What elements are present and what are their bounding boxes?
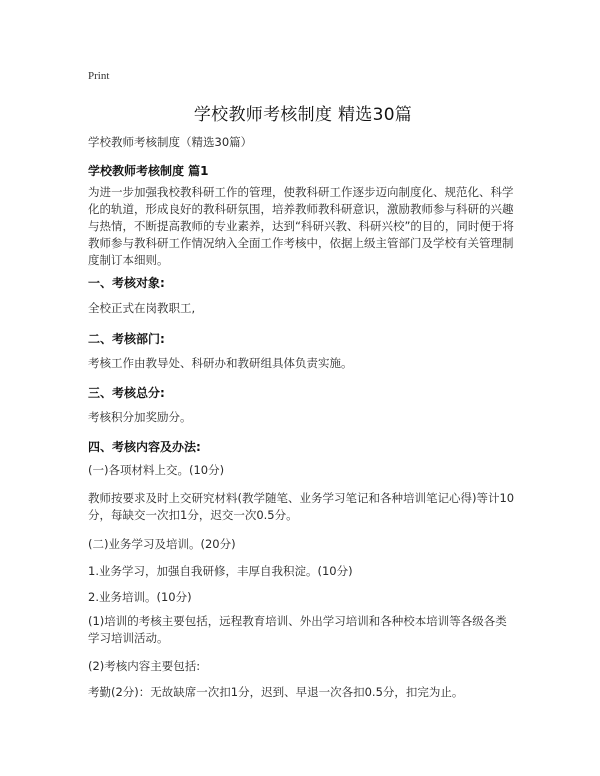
heading-content-method: 四、考核内容及办法: xyxy=(88,440,201,454)
paragraph-assessment-department: 考核工作由教导处、科研办和教研组具体负责实施。 xyxy=(88,356,353,370)
heading-assessment-target: 一、考核对象: xyxy=(88,276,165,290)
heading-total-score: 三、考核总分: xyxy=(88,386,165,400)
heading-assessment-department: 二、考核部门: xyxy=(88,332,165,346)
page-title: 学校教师考核制度 精选30篇 xyxy=(193,105,413,125)
intro-paragraph: 为进一步加强我校教科研工作的管理，使教科研工作逐步迈向制度化、规范化、科学化的轨道，形成良好的教科研氛围，培养教师教科研意识，激励教师参与科研的兴趣与热情，不断提高教师的专业素养，达到“科研兴教、科研兴校”的目的，同时便于将教师参与教科研工作情况纳入全面工作考核中，依据上级主管部门及学校有关管理制度制订本细则。 xyxy=(88,185,514,267)
paragraph-materials-detail: 教师按要求及时上交研究材料(教学随笔、业务学习笔记和各种培训笔记心得)等计10分，每缺交一次扣1分，迟交一次0.5分。 xyxy=(88,491,515,522)
paragraph-business-study: 1.业务学习，加强自我研修，丰厚自我积淀。(10分) xyxy=(88,564,353,578)
paragraph-assessment-content: (2)考核内容主要包括: xyxy=(88,659,201,673)
document-subtitle: 学校教师考核制度（精选30篇） xyxy=(88,135,253,149)
paragraph-attendance: 考勤(2分)：无故缺席一次扣1分，迟到、早退一次各扣0.5分，扣完为止。 xyxy=(88,685,464,699)
paragraph-materials: (一)各项材料上交。(10分) xyxy=(88,463,225,477)
paragraph-total-score: 考核积分加奖励分。 xyxy=(88,410,192,424)
paragraph-study-training: (二)业务学习及培训。(20分) xyxy=(88,537,236,551)
section-heading: 学校教师考核制度 篇1 xyxy=(88,164,209,178)
paragraph-training-scope: (1)培训的考核主要包括，远程教育培训、外出学习培训和各种校本培训等各级各类学习培训活动。 xyxy=(88,614,507,645)
paragraph-assessment-target: 全校正式在岗教职工, xyxy=(88,301,196,315)
print-label: Print xyxy=(88,70,110,82)
paragraph-business-training: 2.业务培训。(10分) xyxy=(88,590,192,604)
